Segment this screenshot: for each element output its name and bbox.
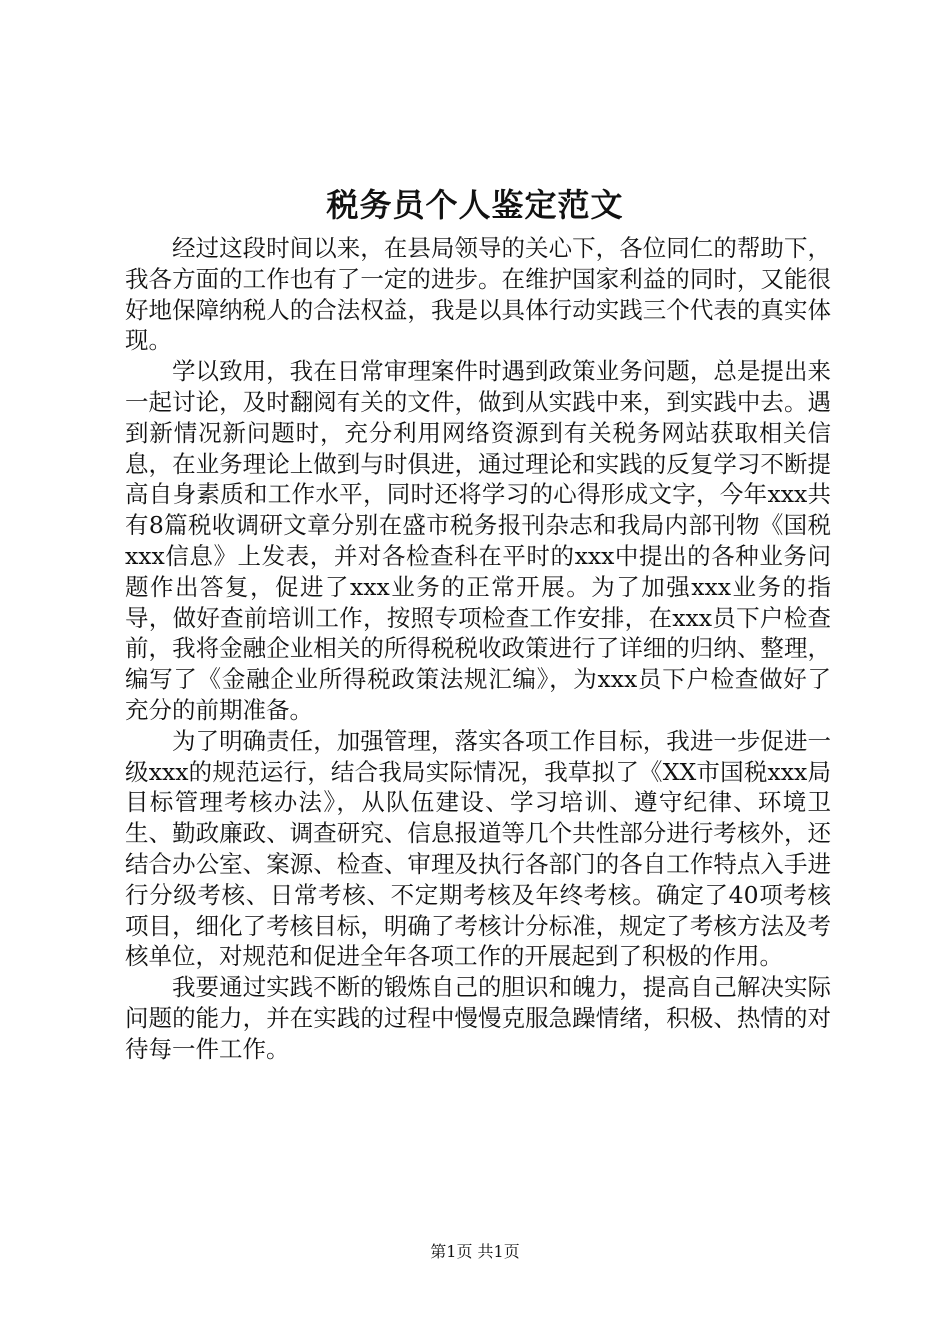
paragraph-3: 为了明确责任，加强管理，落实各项工作目标，我进一步促进一级xxx的规范运行，结合我局实际情况，我草拟了《XX市国税xxx局目标管理考核办法》，从队伍建设、学习培训、遵守纪律、环境卫生、勤政廉政、调查研究、信息报道等几个共性部分进行考核外，还结合办公室、案源、检查、审理及执行各部门的各自工作特点入手进行分级考核、日常考核、不定期考核及年终考核。确定了40项考核项目，细化了考核目标，明确了考核计分标准，规定了考核方法及考核单位，对规范和促进全年各项工作的开展起到了积极的作用。: [125, 726, 831, 971]
document-body: [125, 233, 831, 1065]
document-title: 税务员个人鉴定范文: [326, 186, 624, 224]
paragraph-4: 我要通过实践不断的锻炼自己的胆识和魄力，提高自己解决实际问题的能力，并在实践的过程中慢慢克服急躁情绪，积极、热情的对待每一件工作。: [125, 973, 831, 1063]
paragraph-2: 学以致用，我在日常审理案件时遇到政策业务问题，总是提出来一起讨论，及时翻阅有关的文件，做到从实践中来，到实践中去。遇到新情况新问题时，充分利用网络资源到有关税务网站获取相关信息，在业务理论上做到与时俱进，通过理论和实践的反复学习不断提高自身素质和工作水平，同时还将学习的心得形成文字，今年xxx共有8篇税收调研文章分别在盛市税务报刊杂志和我局内部刊物《国税xxx信息》上发表，并对各检查科在平时的xxx中提出的各种业务问题作出答复，促进了xxx业务的正常开展。为了加强xxx业务的指导，做好查前培训工作，按照专项检查工作安排，在xxx员下户检查前，我将金融企业相关的所得税税收政策进行了详细的归纳、整理，编写了《金融企业所得税政策法规汇编》，为xxx员下户检查做好了充分的前期准备。: [125, 357, 831, 724]
page-number-footer: 第1页 共1页: [430, 1242, 520, 1261]
paragraph-1: 经过这段时间以来，在县局领导的关心下，各位同仁的帮助下，我各方面的工作也有了一定的进步。在维护国家利益的同时，又能很好地保障纳税人的合法权益，我是以具体行动实践三个代表的真实体现。: [125, 234, 831, 355]
